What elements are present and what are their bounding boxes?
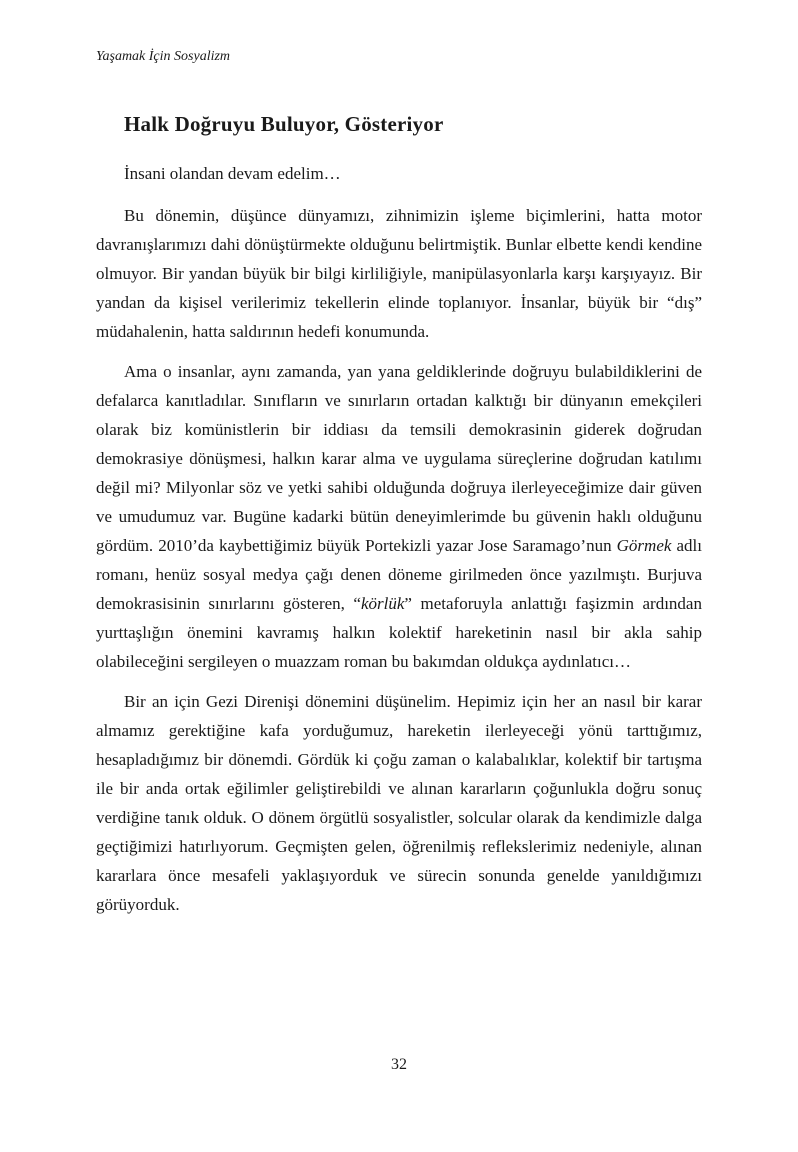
running-header: Yaşamak İçin Sosyalizm bbox=[96, 49, 231, 64]
chapter-title: Halk Doğruyu Buluyor, Gösteriyor bbox=[124, 112, 444, 136]
italic-text: körlük bbox=[360, 594, 405, 613]
text-segment: İnsani olandan devam edelim… bbox=[124, 164, 341, 183]
paragraph bbox=[96, 201, 702, 346]
paragraph bbox=[96, 357, 702, 676]
italic-text: Görmek bbox=[616, 536, 672, 555]
text-segment: Ama o insanlar, aynı zamanda, yan yana geldiklerinde doğruyu bulabildiklerini de defalarca kanıtladılar. Sınıfların ve sınırların ortadan kalktığı bir dünyanın emekçileri olarak biz komünistlerin bir iddiası da temsili demokrasinin giderek doğrudan demokrasiye dönüşmesi, halkın karar alma ve uygulama süreçlerine doğrudan katılımı değil mi? Milyonlar söz ve yetki sahibi olduğunda doğruya ilerleyeceğimize dair güven ve umudumuz var. Bugüne kadarki bütün deneyimlerimde bu güvenin haklı olduğunu gördüm. 2010’da kaybettiğimiz büyük Portekizli yazar Jose Saramago’nun bbox=[96, 362, 702, 555]
page-number: 32 bbox=[391, 1056, 407, 1073]
text-segment: ” metaforuyla anlattığı faşizmin ardından yurttaşlığın önemini kavramış halkın kolektif hareketinin nasıl bir akla sahip olabileceğini sergileyen o muazzam roman bu bakımdan oldukça aydınlatıcı… bbox=[96, 594, 702, 671]
paragraph bbox=[96, 687, 702, 919]
paragraph bbox=[96, 159, 702, 188]
text-segment: Bir an için Gezi Direnişi dönemini düşünelim. Hepimiz için her an nasıl bir karar almamız gerektiğine kafa yorduğumuz, hareketin ilerleyeceği yönü tarttığımız, hesapladığımız bir dönemdi. Gördük ki çoğu zaman o kalabalıklar, kolektif bir tartışma ile bir anda ortak eğilimler geliştirebildi ve alınan kararların çoğunlukla doğru sonuç verdiğine tanık olduk. O dönem örgütlü sosyalistler, solcular olarak da kendimizle dalga geçtiğimizi hatırlıyorum. Geçmişten gelen, öğrenilmiş reflekslerimiz nedeniyle, alınan kararlara önce mesafeli yaklaşıyorduk ve sürecin sonunda genelde yanıldığımızı görüyorduk. bbox=[96, 692, 702, 914]
text-segment: Bu dönemin, düşünce dünyamızı, zihnimizin işleme biçimlerini, hatta motor davranışlarımızı dahi dönüştürmekte olduğunu belirtmiştik. Bunlar elbette kendi kendine olmuyor. Bir yandan büyük bir bilgi kirliliğiyle, manipülasyonlarla karşı karşıyayız. Bir yandan da kişisel verilerimiz tekellerin elinde toplanıyor. İnsanlar, büyük bir “dış” müdahalenin, hatta saldırının hedefi konumunda. bbox=[96, 206, 702, 341]
text-segment: adlı romanı, henüz sosyal medya çağı denen döneme girilmeden önce yazılmıştı. Burjuva demokrasisinin sınırlarını gösteren, “ bbox=[96, 536, 702, 613]
body-text bbox=[96, 159, 702, 919]
